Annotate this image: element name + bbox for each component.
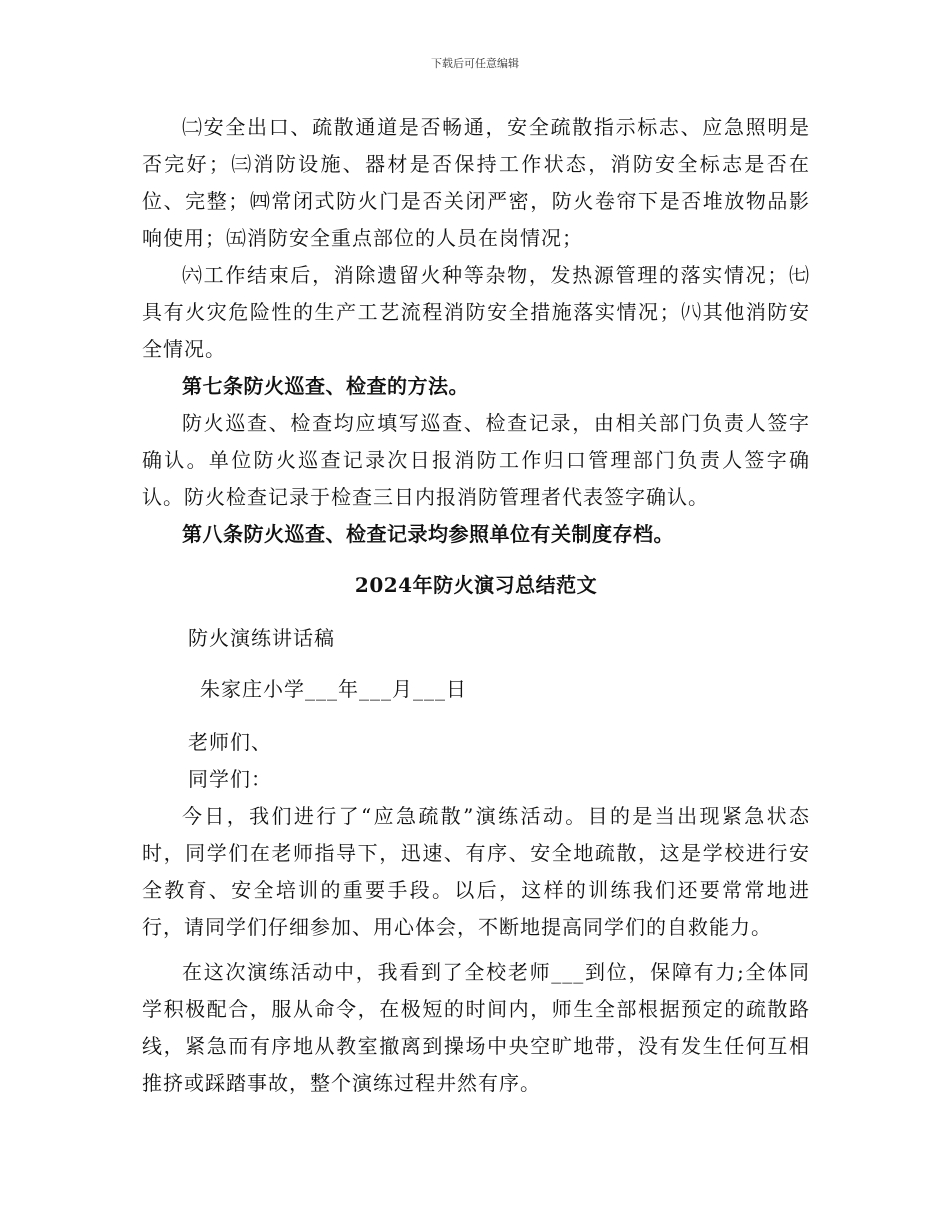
- paragraph-inspection-items-1: ㈡安全出口、疏散通道是否畅通，安全疏散指示标志、应急照明是否完好；㈢消防设施、器材是否保持工作状态，消防安全标志是否在位、完整；㈣常闭式防火门是否关闭严密，防火卷帘下是否堆放物品影响使用；㈤消防安全重点部位的人员在岗情况；: [142, 115, 810, 250]
- document-body: [142, 109, 810, 1102]
- paragraph-inspection-method: 防火巡查、检查均应填写巡查、检查记录，由相关部门负责人签字确认。单位防火巡查记录次日报消防工作归口管理部门负责人签字确认。防火检查记录于检查三日内报消防管理者代表签字确认。: [142, 411, 810, 509]
- article-7-heading: 第七条防火巡查、检查的方法。: [182, 374, 469, 398]
- paragraph-drill-purpose: 今日，我们进行了“应急疏散”演练活动。目的是当出现紧急状态时，同学们在老师指导下，迅速、有序、安全地疏散，这是学校进行安全教育、安全培训的重要手段。以后，这样的训练我们还要常常地进行，请同学们仔细参加、用心体会，不断地提高同学们的自救能力。: [142, 804, 810, 939]
- school-date-line: 朱家庄小学___年___月___日: [200, 677, 467, 701]
- greeting-students: 同学们：: [188, 767, 272, 791]
- article-8-heading: 第八条防火巡查、检查记录均参照单位有关制度存档。: [182, 522, 674, 546]
- paragraph-drill-observation: 在这次演练活动中，我看到了全校老师___到位，保障有力;全体同学积极配合，服从命令，在极短的时间内，师生全部根据预定的疏散路线，紧急而有序地从教室撤离到操场中央空旷地带，没有发生任何互相推挤或踩踏事故，整个演练过程井然有序。: [142, 960, 810, 1095]
- speech-subtitle: 防火演练讲话稿: [188, 626, 335, 650]
- page-header-note: 下载后可任意编辑: [431, 57, 519, 70]
- greeting-teachers: 老师们、: [188, 730, 272, 754]
- document-title: 2024年防火演习总结范文: [354, 573, 598, 597]
- paragraph-inspection-items-2: ㈥工作结束后，消除遗留火种等杂物，发热源管理的落实情况；㈦具有火灾危险性的生产工艺流程消防安全措施落实情况；㈧其他消防安全情况。: [142, 263, 810, 361]
